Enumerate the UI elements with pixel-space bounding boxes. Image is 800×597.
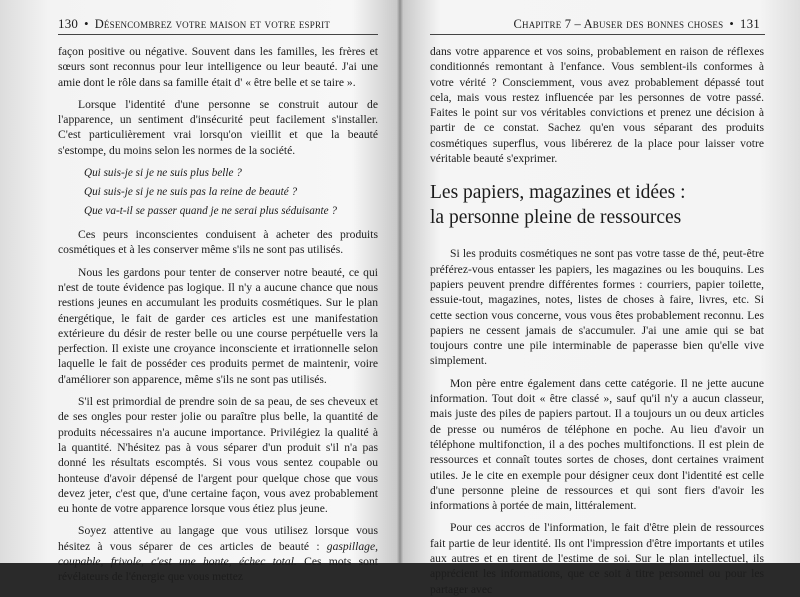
paragraph: Si les produits cosmétiques ne sont pas votre tasse de thé, peut-être préférez-vous entasser les papiers, les magazines ou les bouquins. Les papiers peuvent prendre différentes formes : courriers, papier toilette, essuie-tout, magazines, notes, listes de choses à faire, livres, etc. Si cette section vous concerne, vous vous êtes probablement reconnu. Les papiers ne cessent jamais de s'accumuler. J'ai une amie qui se bat toujours contre une pile interminable de paperasse bien qu'elle vive simplement. bbox=[430, 247, 764, 368]
paragraph: dans votre apparence et vos soins, probablement en raison de réflexes conditionnés remontant à l'enfance. Vous semblent-ils conformes à votre vérité ? Consciemment, vous avez probablement dépassé tout cela, mais vous restez influencée par les personnes de votre passé. Faites le point sur vos véritables convictions et prenez une décision à partir de ce constat. Sachez qu'en vous séparant des produits cosmétiques superflus, vous libérerez de la place pour laisser votre véritable beauté s'exprimer. bbox=[430, 45, 764, 166]
paragraph: Pour ces accros de l'information, le fait d'être plein de ressources fait partie de leur identité. Ils ont l'impression d'être importants et utiles aux autres et en tirent de l'estime de soi. Sur le plan intellectuel, ils apprécient les informations, que ce soit à titre personnel ou pour les partager avec bbox=[430, 521, 764, 596]
paragraph-text: Soyez attentive au langage que vous utilisez lorsque vous hésitez à vous séparer de ces articles de beauté : bbox=[58, 524, 378, 553]
right-header-rule bbox=[430, 34, 765, 35]
left-page-number: 130 bbox=[58, 16, 79, 31]
left-header-rule bbox=[58, 34, 378, 35]
section-heading-line: la personne pleine de ressources bbox=[430, 207, 682, 229]
right-page bbox=[400, 0, 800, 596]
paragraph: façon positive ou négative. Souvent dans les familles, les frères et sœurs sont reconnus pour leur intelligence ou leur beauté. J'ai une amie dont le rôle dans sa famille était d' « être belle et se taire ». bbox=[58, 45, 378, 89]
right-running-title: Chapitre 7 – Abuser des bonnes choses bbox=[513, 17, 724, 31]
section-heading-line: Les papiers, magazines et idées : bbox=[430, 182, 686, 204]
right-body-text bbox=[430, 44, 764, 597]
paragraph bbox=[58, 523, 378, 584]
question-item: Qui suis-je si je ne suis pas la reine de beauté ? bbox=[84, 186, 298, 199]
paragraph-text: Ces mots sont révélateurs de l'énergie que vous mettez bbox=[58, 555, 378, 584]
question-item: Que va-t-il se passer quand je ne serai plus séduisante ? bbox=[84, 205, 337, 218]
right-running-head bbox=[513, 16, 760, 32]
paragraph: Ces peurs inconscientes conduisent à acheter des produits cosmétiques et à les conserver même s'ils ne sont pas utilisés. bbox=[58, 228, 378, 257]
header-bullet: • bbox=[729, 17, 734, 31]
paragraph: Lorsque l'identité d'une personne se construit autour de l'apparence, un sentiment d'insécurité peut facilement s'installer. C'est particulièrement vrai lorsqu'on vieillit et que la beauté s'estompe, du moins selon les normes de la société. bbox=[58, 97, 378, 157]
left-running-title: Désencombrez votre maison et votre esprit bbox=[94, 17, 331, 31]
paragraph: S'il est primordial de prendre soin de sa peau, de ses cheveux et de ses ongles pour rester jolie ou paraître plus belle, la quantité de produits nécessaires n'a aucune importance. Privilégiez la qualité à la quantité. N'hésitez pas à vous séparer d'un produit s'il n'a pas donné les résultats escomptés. Si vous vous sentez coupable ou honteuse d'avoir dépensé de l'argent pour quelque chose que vous devez jeter, c'est que, d'une certaine façon, vous avez probablement eu honte de votre apparence lorsque vous étiez plus jeune. bbox=[58, 395, 378, 516]
section-heading bbox=[430, 180, 764, 230]
paragraph: Nous les gardons pour tenter de conserver notre beauté, ce qui n'est de toute évidence pas logique. Il n'y a aucune chance que nous restions jeunes en accumulant les produits cosmétiques. Sur le plan énergétique, le fait de garder ces articles est une manifestation extérieure du désir de rester belle ou une course perpétuelle vers la perfection. Il existe une croyance inconsciente et irrationnelle selon laquelle le fait de posséder ces produits permet de maintenir, voire d'améliorer son apparence, même s'ils ne sont pas utilisés. bbox=[58, 265, 378, 386]
paragraph: Mon père entre également dans cette catégorie. Il ne jette aucune information. Tout doit « être classé », sauf qu'il n'y a aucun classeur, mais juste des piles de papiers partout. Il a toujours un ou deux articles de presse ou numéros de téléphone en poche. Au lieu d'avoir un téléphone multifonction, il a des poches multifonctions. Il est plein de ressources et connaît toutes sortes de choses, dont certaines vraiment utiles. Je le cite en exemple pour désigner ceux dont l'identité est celle d'une personne pleine de ressources et qui sont fiers d'avoir les informations à portée de main, littéralement. bbox=[430, 376, 764, 513]
left-running-head bbox=[58, 16, 330, 32]
emphasized-words: gaspillage, coupable, frivole, c'est une honte, échec total. bbox=[58, 539, 378, 569]
header-bullet: • bbox=[84, 17, 89, 31]
right-page-number: 131 bbox=[739, 16, 760, 31]
question-item: Qui suis-je si je ne suis plus belle ? bbox=[84, 167, 242, 180]
left-page bbox=[0, 0, 400, 584]
question-list bbox=[84, 164, 378, 221]
left-body-text bbox=[58, 44, 378, 585]
